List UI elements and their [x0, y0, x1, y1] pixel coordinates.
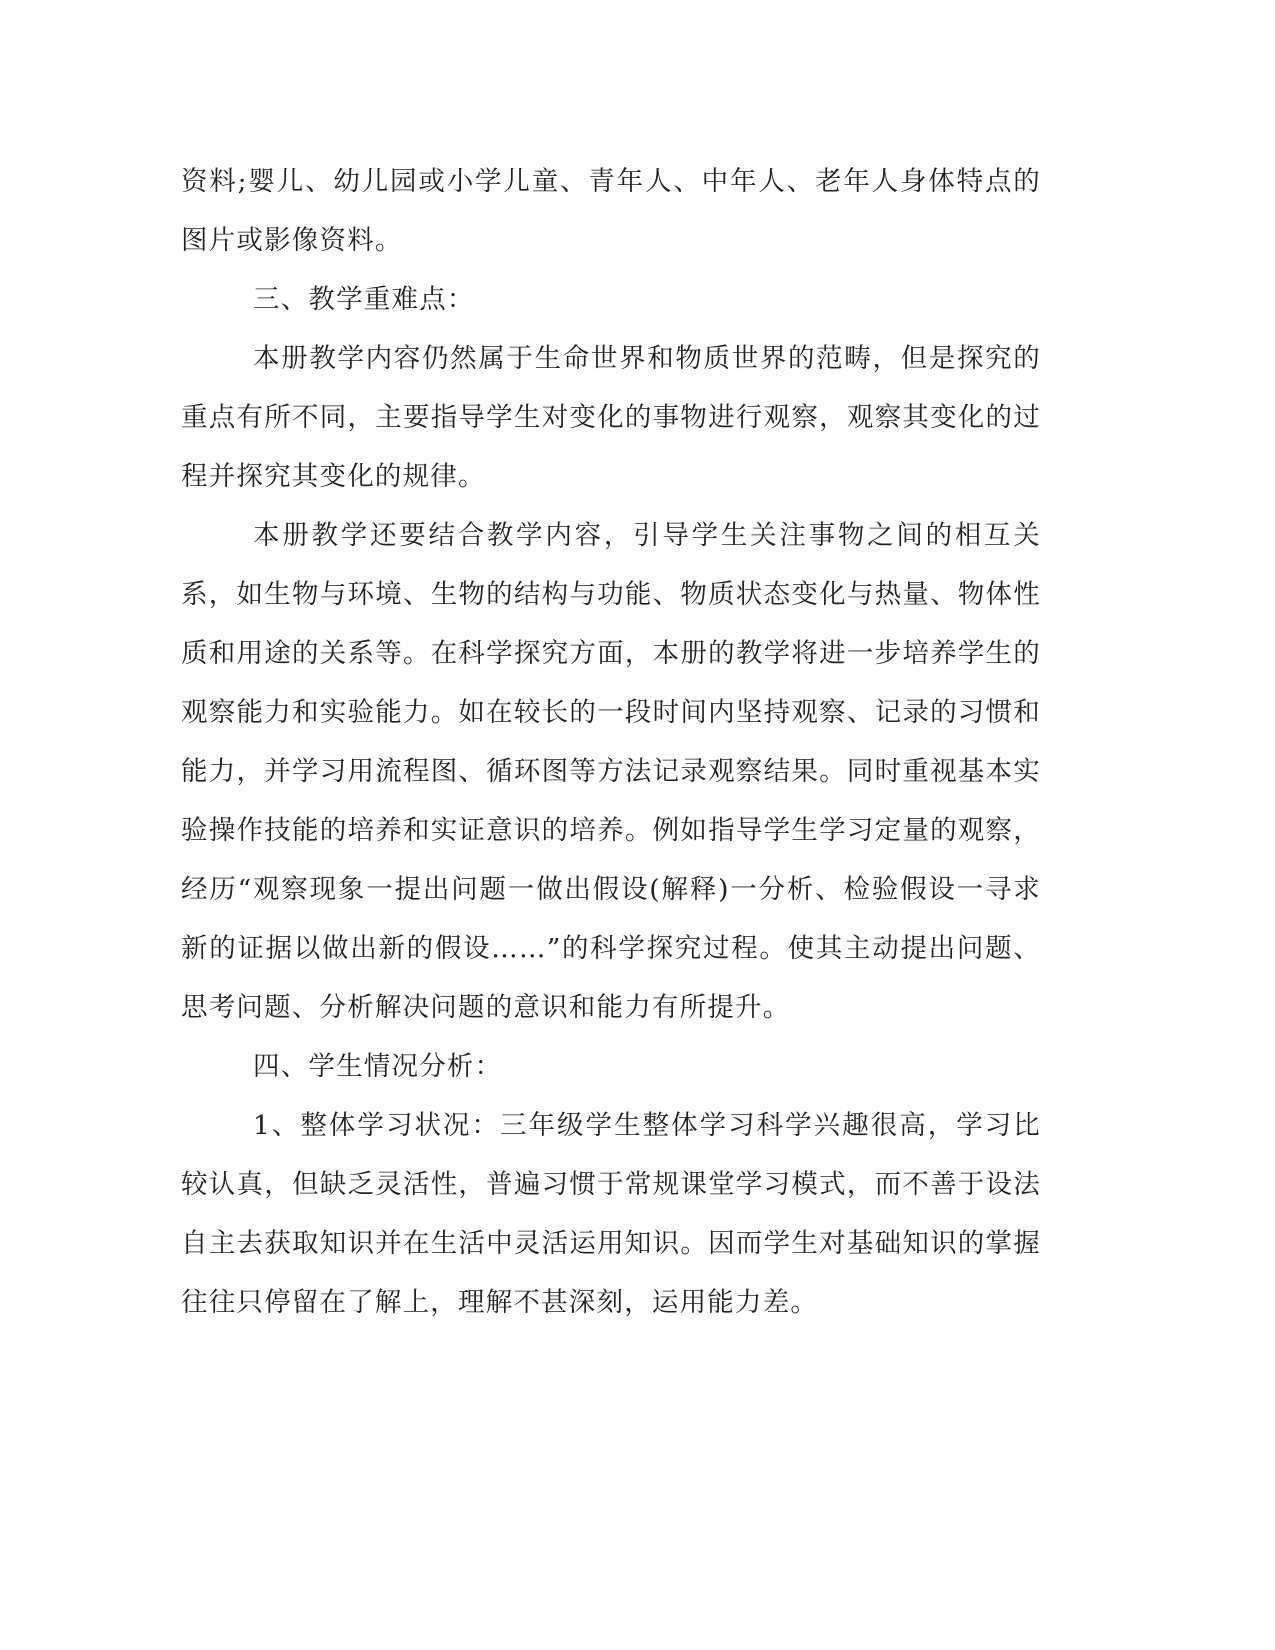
paragraph-teaching-content: 本册教学内容仍然属于生命世界和物质世界的范畴，但是探究的重点有所不同，主要指导学生对变化的事物进行观察，观察其变化的过程并探究其变化的规律。 [181, 343, 1041, 492]
paragraph-materials-continued: 资料;婴儿、幼儿园或小学儿童、青年人、中年人、老年人身体特点的图片或影像资料。 [181, 166, 1041, 256]
document-body [181, 152, 1041, 1332]
section-heading-teaching-difficulties: 三、教学重难点： [253, 284, 475, 315]
section-heading-student-analysis: 四、学生情况分析： [253, 1051, 503, 1082]
paragraph-teaching-relations: 本册教学还要结合教学内容，引导学生关注事物之间的相互关系，如生物与环境、生物的结构与功能、物质状态变化与热量、物体性质和用途的关系等。在科学探究方面，本册的教学将进一步培养学生的观察能力和实验能力。如在较长的一段时间内坚持观察、记录的习惯和能力，并学习用流程图、循环图等方法记录观察结果。同时重视基本实验操作技能的培养和实证意识的培养。例如指导学生学习定量的观察，经历“观察现象一提出问题一做出假设(解释)一分析、检验假设一寻求新的证据以做出新的假设……”的科学探究过程。使其主动提出问题、思考问题、分析解决问题的意识和能力有所提升。 [181, 520, 1041, 1023]
paragraph-overall-learning: 1、整体学习状况：三年级学生整体学习科学兴趣很高，学习比较认真，但缺乏灵活性，普遍习惯于常规课堂学习模式，而不善于设法自主去获取知识并在生活中灵活运用知识。因而学生对基础知识的掌握往往只停留在了解上，理解不甚深刻，运用能力差。 [181, 1110, 1041, 1318]
